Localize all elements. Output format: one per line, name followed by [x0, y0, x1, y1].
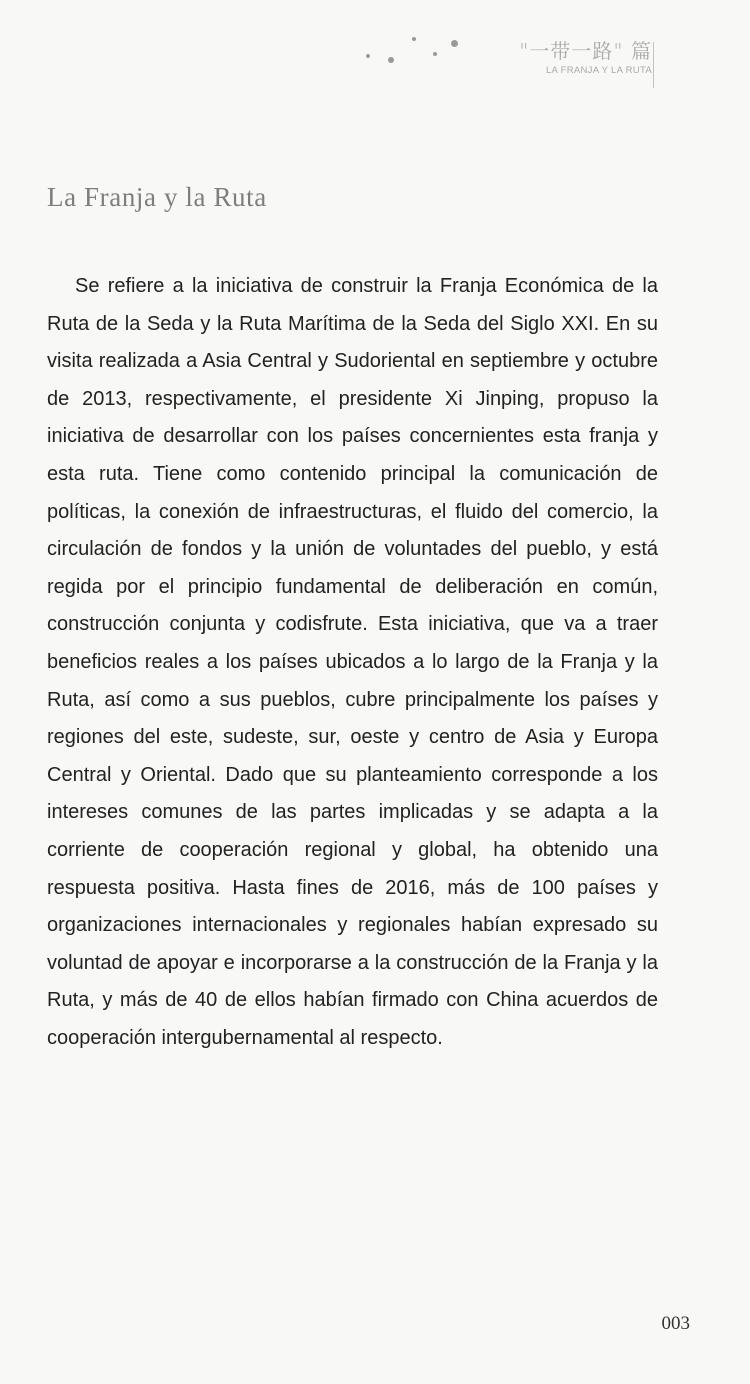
decorative-dot [433, 52, 437, 56]
header-title: "一带一路" 篇 [519, 39, 652, 63]
decorative-dot [451, 40, 458, 47]
page-number: 003 [661, 1313, 690, 1334]
decorative-dot [366, 54, 370, 58]
decorative-dot [412, 37, 416, 41]
header-divider [653, 42, 654, 88]
decorative-dot [388, 57, 394, 63]
header-subtitle: LA FRANJA Y LA RUTA [545, 65, 652, 76]
running-header [519, 38, 652, 78]
body-paragraph: Se refiere a la iniciativa de construir la Franja Económica de la Ruta de la Seda y la Ruta Marítima de la Seda del Siglo XXI. En su visita realizada a Asia Central y Sudoriental en septiembre y octubre de 2013, respectivamente, el presidente Xi Jinping, propuso la iniciativa de desarrollar con los países concernientes esta franja y esta ruta. Tiene como contenido principal la comunicación de políticas, la conexión de infraestructuras, el fluido del comercio, la circulación de fondos y la unión de voluntades del pueblo, y está regida por el principio fundamental de deliberación en común, construcción conjunta y codisfrute. Esta iniciativa, que va a traer beneficios reales a los países ubicados a lo largo de la Franja y la Ruta, así como a sus pueblos, cubre principalmente los países y regiones del este, sudeste, sur, oeste y centro de Asia y Europa Central y Oriental. Dado que su planteamiento corresponde a los intereses comunes de las partes implicadas y se adapta a la corriente de cooperación regional y global, ha obtenido una respuesta positiva. Hasta fines de 2016, más de 100 países y organizaciones internacionales y regionales habían expresado su voluntad de apoyar e incorporarse a la construcción de la Franja y la Ruta, y más de 40 de ellos habían firmado con China acuerdos de cooperación intergubernamental al respecto. [47, 275, 658, 1049]
section-title: La Franja y la Ruta [47, 182, 267, 212]
